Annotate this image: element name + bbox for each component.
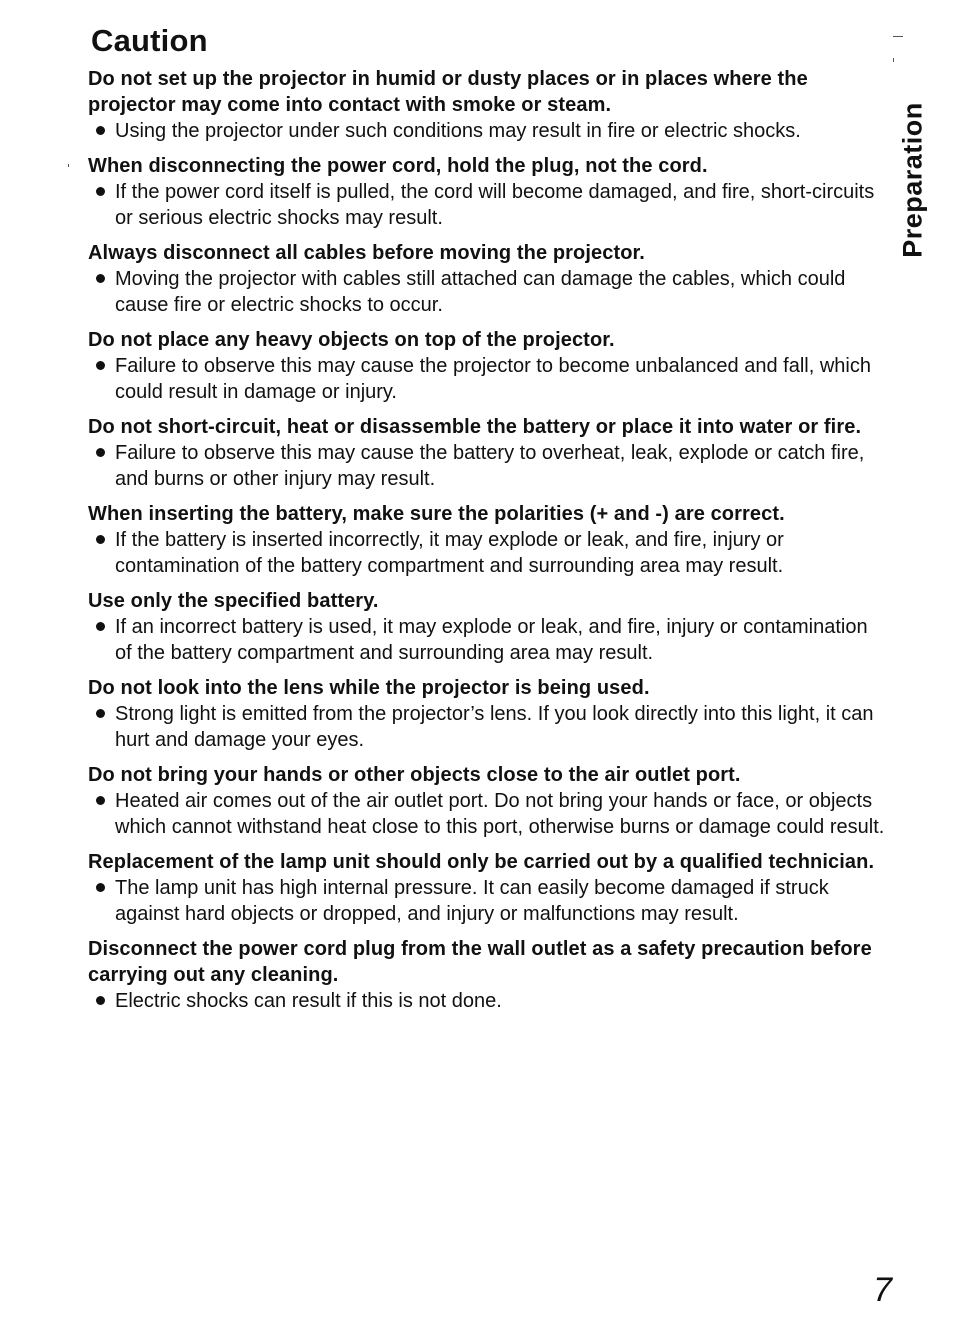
caution-heading: When disconnecting the power cord, hold the plug, not the cord. — [88, 154, 708, 177]
bullet-icon — [96, 187, 105, 196]
caution-heading: Do not look into the lens while the projector is being used. — [88, 676, 650, 699]
bullet-icon — [96, 883, 105, 892]
caution-bullet — [88, 118, 888, 145]
caution-section-11 — [88, 936, 888, 1015]
caution-section-2 — [88, 153, 888, 232]
side-tab-preparation — [893, 100, 933, 260]
bullet-text: Using the projector under such conditions may result in fire or electric shocks. — [115, 120, 801, 142]
caution-section-7 — [88, 588, 888, 667]
scan-mark — [68, 164, 69, 167]
bullet-text: Strong light is emitted from the projector’s lens. If you look directly into this light, it can hurt and damage your eyes. — [115, 702, 874, 751]
bullet-text: Moving the projector with cables still attached can damage the cables, which could cause fire or electric shocks to occur. — [115, 267, 846, 316]
caution-bullet — [88, 614, 888, 667]
page-number: 7 — [873, 1271, 892, 1309]
caution-heading: Do not short-circuit, heat or disassemble the battery or place it into water or fire. — [88, 415, 862, 438]
caution-section-5 — [88, 414, 888, 493]
caution-heading: Do not set up the projector in humid or dusty places or in places where the projector may come into contact with smoke or steam. — [88, 68, 808, 116]
caution-section-1 — [88, 66, 888, 145]
caution-bullet — [88, 179, 888, 232]
caution-section-10 — [88, 849, 888, 928]
caution-section-3 — [88, 240, 888, 319]
caution-bullet — [88, 788, 888, 841]
bullet-text: Failure to observe this may cause the projector to become unbalanced and fall, which could result in damage or injury. — [115, 354, 871, 403]
caution-page — [88, 22, 888, 1022]
bullet-icon — [96, 126, 105, 135]
bullet-icon — [96, 796, 105, 805]
caution-section-6 — [88, 501, 888, 580]
bullet-icon — [96, 535, 105, 544]
caution-section-4 — [88, 327, 888, 406]
bullet-icon — [96, 274, 105, 283]
bullet-icon — [96, 448, 105, 457]
caution-heading: Do not place any heavy objects on top of the projector. — [88, 328, 615, 351]
caution-heading: Always disconnect all cables before moving the projector. — [88, 241, 645, 264]
bullet-icon — [96, 622, 105, 631]
caution-bullet — [88, 527, 888, 580]
bullet-text: If an incorrect battery is used, it may explode or leak, and fire, injury or contamination of the battery compartment and surrounding area may result. — [115, 615, 868, 664]
bullet-text: If the power cord itself is pulled, the cord will become damaged, and fire, short-circuits or serious electric shocks may result. — [115, 180, 875, 229]
bullet-text: Electric shocks can result if this is not done. — [115, 989, 502, 1012]
bullet-icon — [96, 996, 105, 1005]
caution-heading: Replacement of the lamp unit should only be carried out by a qualified technician. — [88, 850, 875, 873]
caution-section-8 — [88, 675, 888, 754]
side-tab-label: Preparation — [897, 102, 928, 258]
caution-heading: When inserting the battery, make sure the polarities (+ and -) are correct. — [88, 502, 785, 525]
page-title: Caution — [91, 23, 208, 58]
caution-heading: Use only the specified battery. — [88, 589, 379, 612]
scan-mark — [893, 36, 903, 37]
bullet-text: The lamp unit has high internal pressure. It can easily become damaged if struck against hard objects or dropped, and injury or malfunctions may result. — [115, 876, 829, 925]
bullet-icon — [96, 709, 105, 718]
caution-bullet — [88, 440, 888, 493]
scan-mark — [893, 58, 894, 62]
bullet-icon — [96, 361, 105, 370]
bullet-text: If the battery is inserted incorrectly, it may explode or leak, and fire, injury or contamination of the battery compartment and surrounding area may result. — [115, 528, 784, 577]
caution-heading: Do not bring your hands or other objects close to the air outlet port. — [88, 763, 741, 786]
caution-bullet — [88, 988, 888, 1015]
caution-heading: Disconnect the power cord plug from the wall outlet as a safety precaution before carrying out any cleaning. — [88, 937, 872, 986]
caution-bullet — [88, 353, 888, 406]
caution-section-9 — [88, 762, 888, 841]
caution-bullet — [88, 266, 888, 319]
bullet-text: Failure to observe this may cause the battery to overheat, leak, explode or catch fire, and burns or other injury may result. — [115, 441, 865, 490]
bullet-text: Heated air comes out of the air outlet port. Do not bring your hands or face, or objects which cannot withstand heat close to this port, otherwise burns or damage could result. — [115, 789, 885, 838]
caution-bullet — [88, 701, 888, 754]
caution-bullet — [88, 875, 888, 928]
